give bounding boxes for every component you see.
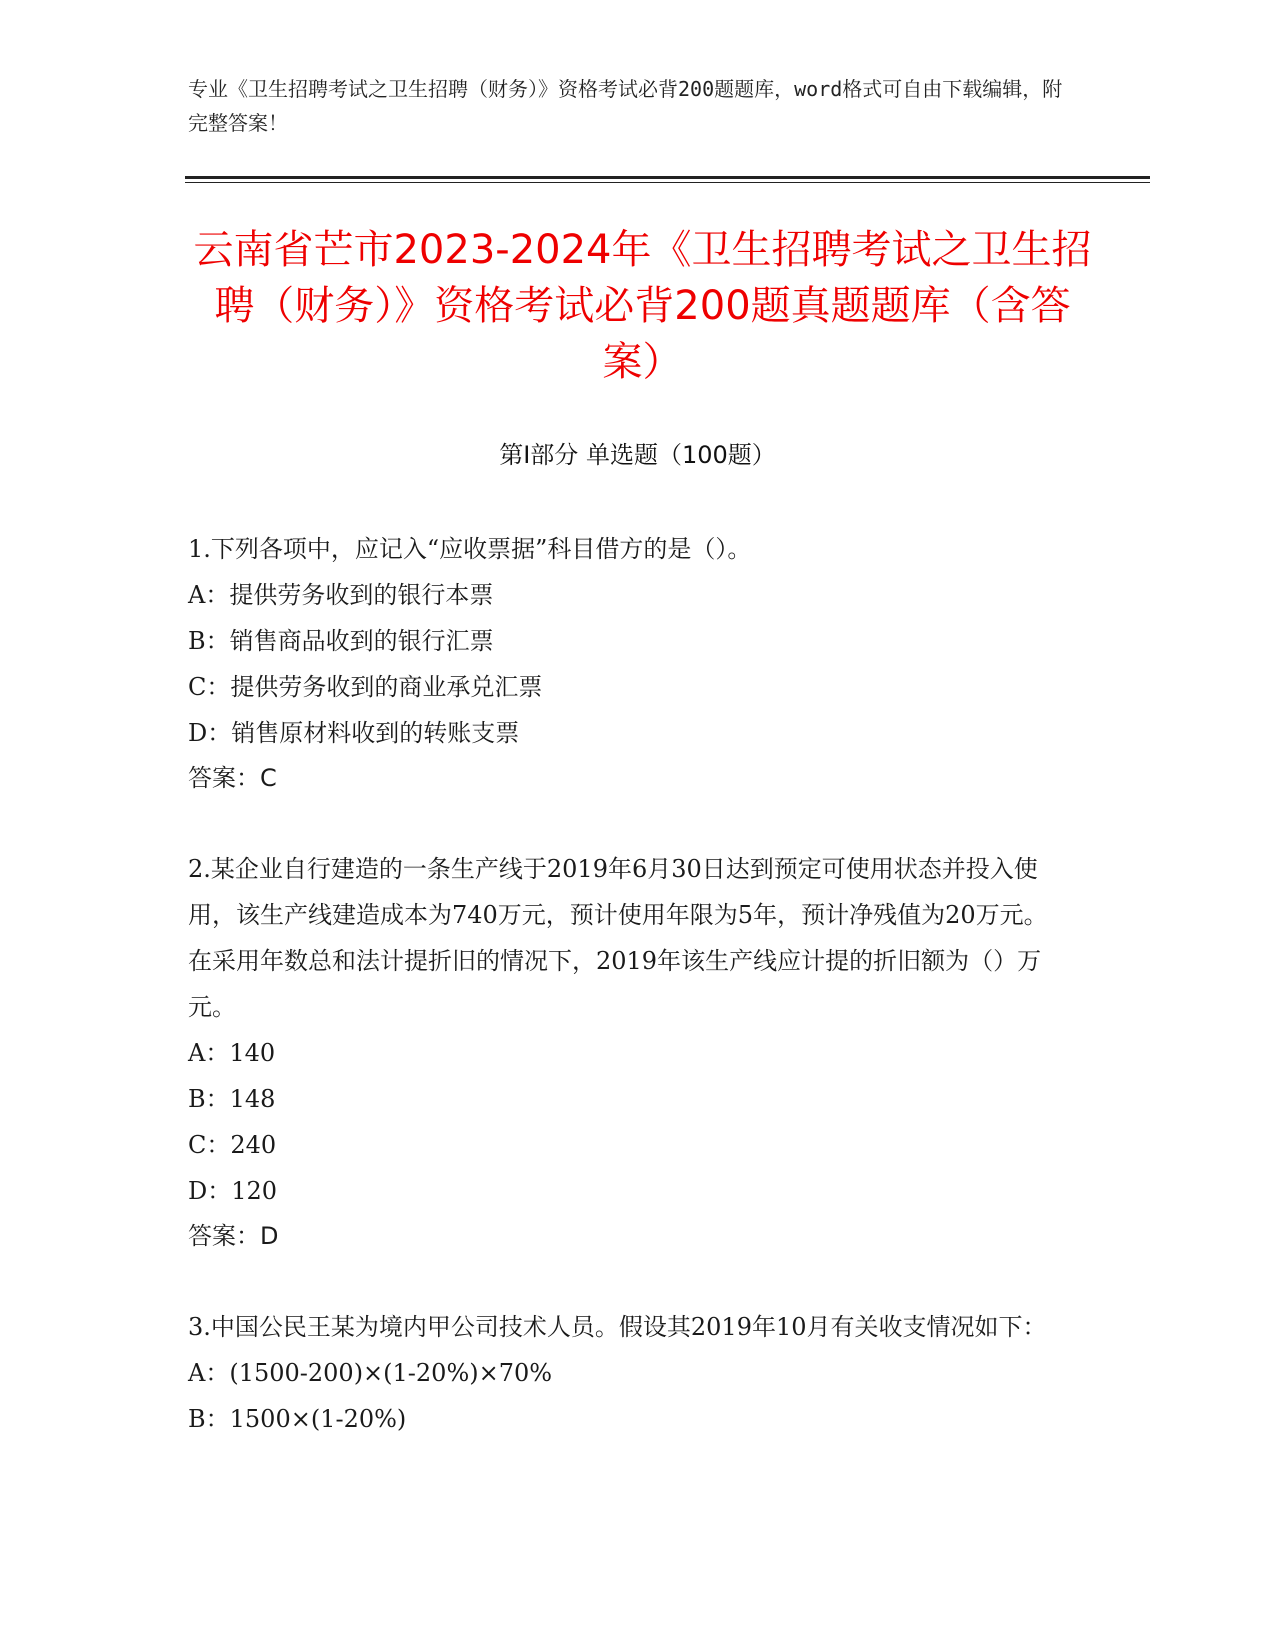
option-c: C：提供劳务收到的商业承兑汇票 <box>188 673 543 701</box>
question-2 <box>188 846 1068 1258</box>
document-title: 云南省芒市2023-2024年《卫生招聘考试之卫生招聘（财务）》资格考试必背200题真题题库（含答案） <box>193 227 1092 385</box>
answer: 答案：C <box>188 764 277 792</box>
question-1 <box>188 526 1068 800</box>
option-a: A：(1500-200)×(1-20%)×70% <box>188 1359 553 1387</box>
section-heading: 第I部分 单选题（100题） <box>499 441 776 469</box>
header-divider-thin <box>185 182 1150 183</box>
option-a: A：140 <box>188 1039 276 1067</box>
option-b: B：148 <box>188 1085 276 1113</box>
option-d: D：120 <box>188 1177 278 1205</box>
question-stem: 1.下列各项中，应记入“应收票据”科目借方的是（）。 <box>188 535 752 563</box>
question-list <box>188 526 1068 1488</box>
option-b: B：1500×(1-20%) <box>188 1405 407 1433</box>
header-divider-thick <box>185 176 1150 179</box>
option-b: B：销售商品收到的银行汇票 <box>188 627 494 655</box>
header-note: 专业《卫生招聘考试之卫生招聘（财务）》资格考试必背200题题库，word格式可自由下载编辑，附完整答案！ <box>188 77 1063 135</box>
question-3 <box>188 1304 1068 1442</box>
option-d: D：销售原材料收到的转账支票 <box>188 719 520 747</box>
question-stem: 3.中国公民王某为境内甲公司技术人员。假设其2019年10月有关收支情况如下： <box>188 1313 1047 1341</box>
answer: 答案：D <box>188 1222 279 1250</box>
option-a: A：提供劳务收到的银行本票 <box>188 581 494 609</box>
option-c: C：240 <box>188 1131 277 1159</box>
question-stem: 2.某企业自行建造的一条生产线于2019年6月30日达到预定可使用状态并投入使用，该生产线建造成本为740万元，预计使用年限为5年，预计净残值为20万元。在采用年数总和法计提折旧的情况下，2019年该生产线应计提的折旧额为（）万元。 <box>188 855 1048 1021</box>
